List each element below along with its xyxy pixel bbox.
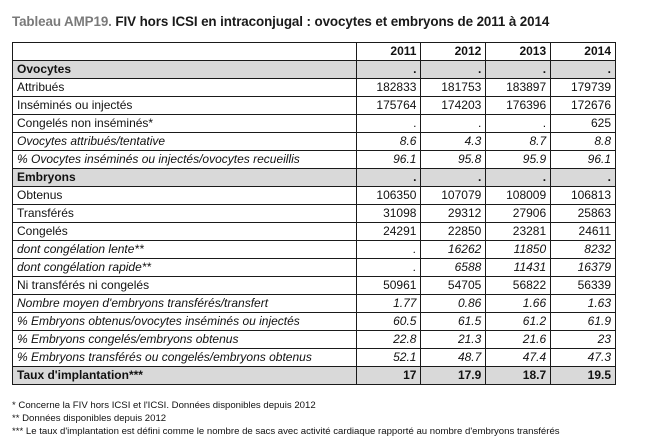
table-row (13, 277, 616, 295)
cell-value: 11850 (486, 241, 551, 259)
cell-value: . (356, 241, 421, 259)
total-row (13, 367, 616, 385)
row-label: Ovocytes (13, 61, 357, 79)
cell-value: . (551, 61, 616, 79)
cell-value: 27906 (486, 205, 551, 223)
cell-value: 48.7 (421, 349, 486, 367)
table-body (13, 61, 616, 385)
row-label: Nombre moyen d'embryons transférés/transfert (13, 295, 357, 313)
cell-value: 175764 (356, 97, 421, 115)
table-row (13, 241, 616, 259)
cell-value: 23281 (486, 223, 551, 241)
table-row (13, 133, 616, 151)
table-row (13, 205, 616, 223)
row-label: Embryons (13, 169, 357, 187)
table-code: Tableau AMP19. (12, 14, 112, 29)
cell-value: 61.9 (551, 313, 616, 331)
cell-value: . (486, 115, 551, 133)
header-label-cell (13, 43, 357, 61)
table-row (13, 79, 616, 97)
cell-value: 61.2 (486, 313, 551, 331)
header-row (13, 43, 616, 61)
cell-value: 1.63 (551, 295, 616, 313)
cell-value: 8232 (551, 241, 616, 259)
cell-value: 18.7 (486, 367, 551, 385)
cell-value: 56822 (486, 277, 551, 295)
row-label: % Embryons transférés ou congelés/embryons obtenus (13, 349, 357, 367)
cell-value: 22.8 (356, 331, 421, 349)
cell-value: 56339 (551, 277, 616, 295)
table-title (12, 14, 549, 29)
row-label: Inséminés ou injectés (13, 97, 357, 115)
cell-value: 60.5 (356, 313, 421, 331)
cell-value: 106350 (356, 187, 421, 205)
row-label: Ovocytes attribués/tentative (13, 133, 357, 151)
cell-value: 11431 (486, 259, 551, 277)
cell-value: 1.66 (486, 295, 551, 313)
footnote: ** Données disponibles depuis 2012 (12, 413, 167, 424)
cell-value: 54705 (421, 277, 486, 295)
cell-value: . (356, 115, 421, 133)
row-label: Obtenus (13, 187, 357, 205)
table-title-text: FIV hors ICSI en intraconjugal : ovocytes et embryons de 2011 à 2014 (111, 14, 550, 29)
table-row (13, 115, 616, 133)
cell-value: 47.3 (551, 349, 616, 367)
cell-value: 24291 (356, 223, 421, 241)
cell-value: 21.6 (486, 331, 551, 349)
row-label: Taux d'implantation*** (13, 367, 357, 385)
cell-value: 25863 (551, 205, 616, 223)
section-row (13, 169, 616, 187)
cell-value: 4.3 (421, 133, 486, 151)
footnote: * Concerne la FIV hors ICSI et l'ICSI. Données disponibles depuis 2012 (12, 400, 316, 411)
row-label: dont congélation rapide** (13, 259, 357, 277)
cell-value: 95.9 (486, 151, 551, 169)
section-row (13, 61, 616, 79)
cell-value: . (486, 169, 551, 187)
row-label: Congelés (13, 223, 357, 241)
footnotes (12, 399, 560, 438)
cell-value: 96.1 (551, 151, 616, 169)
row-label: dont congélation lente** (13, 241, 357, 259)
table-row (13, 331, 616, 349)
row-label: % Embryons obtenus/ovocytes inséminés ou injectés (13, 313, 357, 331)
cell-value: 107079 (421, 187, 486, 205)
cell-value: 61.5 (421, 313, 486, 331)
row-label: Congelés non inséminés* (13, 115, 357, 133)
cell-value: 50961 (356, 277, 421, 295)
cell-value: 24611 (551, 223, 616, 241)
cell-value: 174203 (421, 97, 486, 115)
cell-value: 16379 (551, 259, 616, 277)
cell-value: 47.4 (486, 349, 551, 367)
cell-value: 95.8 (421, 151, 486, 169)
cell-value: 96.1 (356, 151, 421, 169)
cell-value: 21.3 (421, 331, 486, 349)
data-table (12, 42, 616, 385)
year-header: 2014 (551, 43, 616, 61)
table-row (13, 313, 616, 331)
cell-value: . (486, 61, 551, 79)
cell-value: 181753 (421, 79, 486, 97)
cell-value: . (356, 259, 421, 277)
year-header: 2013 (486, 43, 551, 61)
cell-value: . (356, 61, 421, 79)
table-row (13, 349, 616, 367)
cell-value: 6588 (421, 259, 486, 277)
cell-value: 625 (551, 115, 616, 133)
row-label: % Embryons congelés/embryons obtenus (13, 331, 357, 349)
row-label: Ni transférés ni congelés (13, 277, 357, 295)
cell-value: 19.5 (551, 367, 616, 385)
table-row (13, 295, 616, 313)
table-row (13, 187, 616, 205)
year-header: 2012 (421, 43, 486, 61)
row-label: Transférés (13, 205, 357, 223)
cell-value: 23 (551, 331, 616, 349)
cell-value: . (421, 61, 486, 79)
table-row (13, 97, 616, 115)
cell-value: 0.86 (421, 295, 486, 313)
year-header: 2011 (356, 43, 421, 61)
table-row (13, 151, 616, 169)
cell-value: 17.9 (421, 367, 486, 385)
cell-value: 8.7 (486, 133, 551, 151)
cell-value: 17 (356, 367, 421, 385)
table-row (13, 259, 616, 277)
cell-value: 179739 (551, 79, 616, 97)
cell-value: 16262 (421, 241, 486, 259)
cell-value: 172676 (551, 97, 616, 115)
cell-value: 108009 (486, 187, 551, 205)
cell-value: 22850 (421, 223, 486, 241)
cell-value: 176396 (486, 97, 551, 115)
cell-value: 1.77 (356, 295, 421, 313)
cell-value: . (421, 115, 486, 133)
cell-value: . (356, 169, 421, 187)
cell-value: 52.1 (356, 349, 421, 367)
cell-value: . (551, 169, 616, 187)
table-row (13, 223, 616, 241)
cell-value: 182833 (356, 79, 421, 97)
cell-value: 31098 (356, 205, 421, 223)
cell-value: 8.6 (356, 133, 421, 151)
cell-value: 8.8 (551, 133, 616, 151)
cell-value: . (421, 169, 486, 187)
row-label: Attribués (13, 79, 357, 97)
footnote: *** Le taux d'implantation est défini comme le nombre de sacs avec activité cardiaque rapporté au nombre d'embryons transférés (12, 426, 560, 437)
cell-value: 183897 (486, 79, 551, 97)
row-label: % Ovocytes inséminés ou injectés/ovocytes recueillis (13, 151, 357, 169)
cell-value: 106813 (551, 187, 616, 205)
cell-value: 29312 (421, 205, 486, 223)
